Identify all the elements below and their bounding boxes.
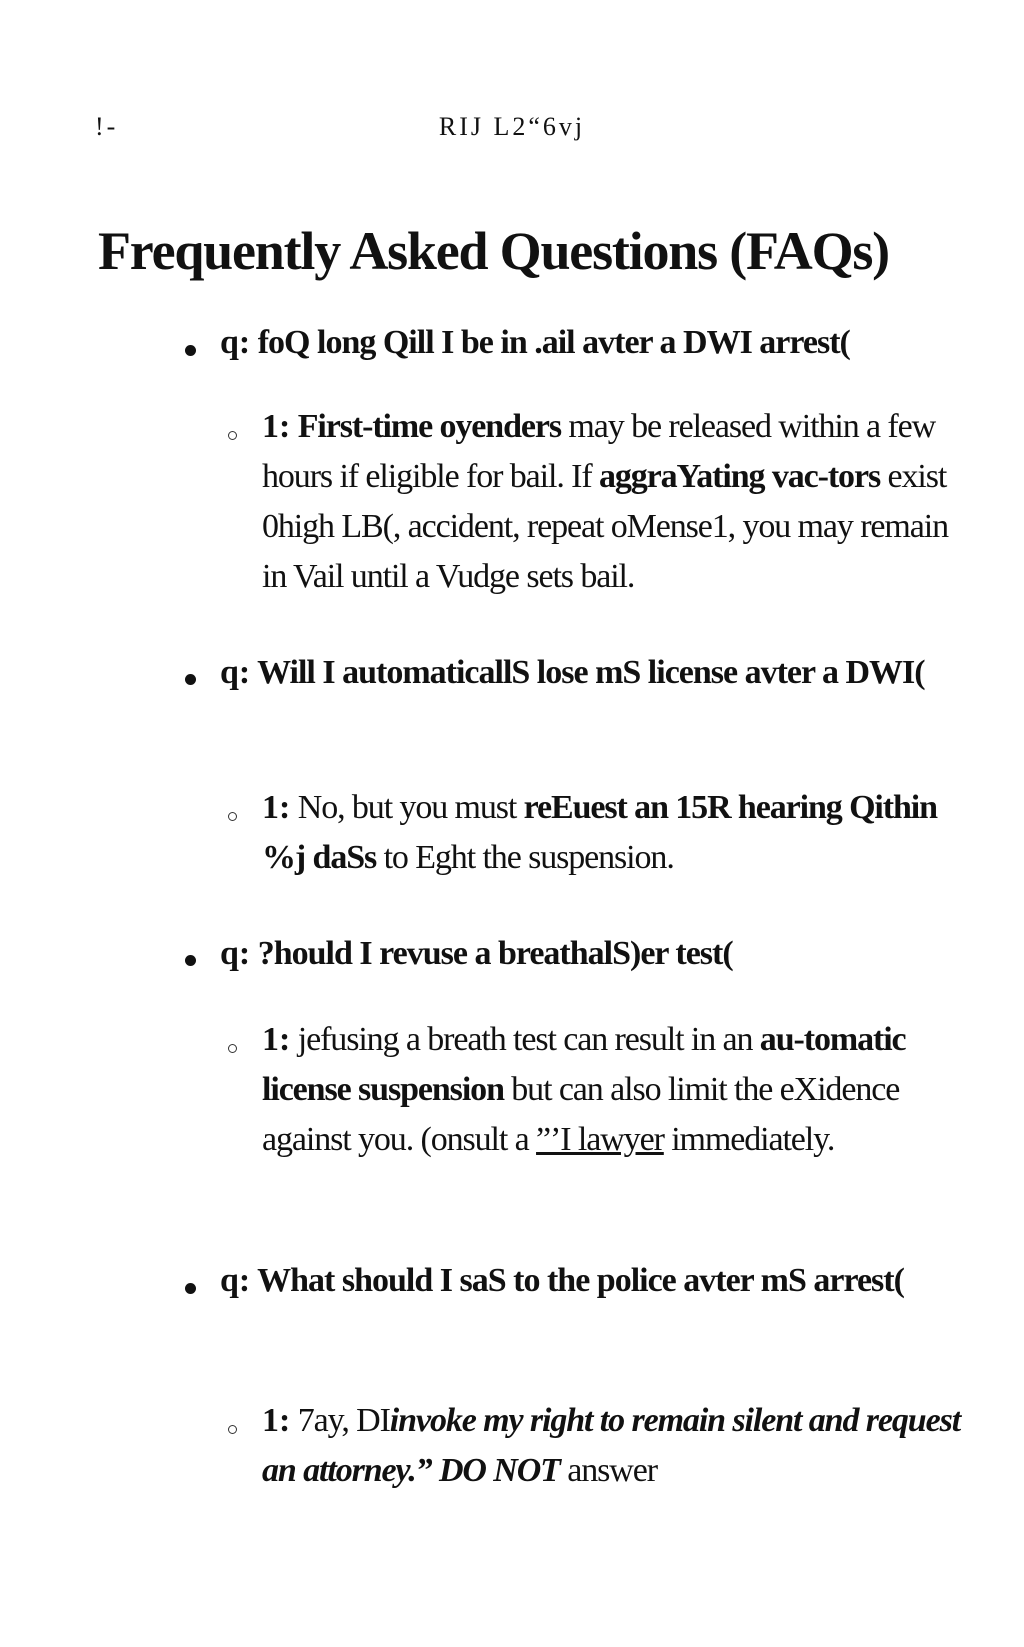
- faq-answer: [262, 402, 977, 602]
- faq-question: [220, 929, 980, 979]
- answer-italic-text: DO NOT: [431, 1452, 560, 1489]
- running-header: [0, 112, 1024, 142]
- answer-prefix: 1:: [262, 408, 291, 445]
- answer-text: 7ay, DI: [297, 1402, 390, 1439]
- answer-bold-text: First-time oyenders: [297, 408, 562, 445]
- question-text: What should I saS to the police avter mS arrest(: [257, 1262, 904, 1299]
- header-left-text: !-: [95, 112, 119, 141]
- faq-answer: [262, 1015, 977, 1165]
- question-text: ?hould I revuse a breathalS)er test(: [257, 935, 733, 972]
- question-prefix: q:: [220, 935, 251, 972]
- question-prefix: q:: [220, 1262, 251, 1299]
- answer-prefix: 1:: [262, 1021, 291, 1058]
- bullet-icon: [185, 345, 196, 356]
- lawyer-link[interactable]: ”’I lawyer: [536, 1121, 664, 1158]
- answer-text: but can also limit the eXidence against you. (onsult a: [262, 1071, 900, 1158]
- sub-bullet-icon: [228, 1425, 237, 1434]
- answer-text: may be released within a few hours if eligible for bail. If: [262, 408, 936, 495]
- answer-text: jefusing a breath test can result in an: [297, 1021, 760, 1058]
- faq-question: [220, 1256, 980, 1306]
- page-title: Frequently Asked Questions (FAQs): [98, 221, 889, 281]
- answer-bold-text: reEuest an 15R hearing Qithin %j daSs: [262, 789, 937, 876]
- answer-prefix: 1:: [262, 789, 291, 826]
- question-text: Will I automaticallS lose mS license avter a DWI(: [257, 654, 925, 691]
- faq-question: [220, 648, 980, 698]
- answer-prefix: 1:: [262, 1402, 291, 1439]
- faq-answer: [262, 1396, 977, 1496]
- sub-bullet-icon: [228, 1044, 237, 1053]
- sub-bullet-icon: [228, 431, 237, 440]
- question-prefix: q:: [220, 654, 251, 691]
- faq-answer: [262, 783, 977, 883]
- answer-text: immediately.: [663, 1121, 835, 1158]
- question-text: foQ long Qill I be in .ail avter a DWI arrest(: [257, 324, 850, 361]
- question-prefix: q:: [220, 324, 251, 361]
- bullet-icon: [185, 674, 196, 685]
- header-center-text: RIJ L2“6vj: [438, 112, 586, 141]
- sub-bullet-icon: [228, 812, 237, 821]
- bullet-icon: [185, 1283, 196, 1294]
- bullet-icon: [185, 955, 196, 966]
- answer-text: to Eght the suspension.: [376, 839, 674, 876]
- answer-bold-text: au-tomatic license suspension: [262, 1021, 906, 1108]
- answer-bold-text: aggraYating vac-tors: [598, 458, 881, 495]
- answer-text: answer: [559, 1452, 657, 1489]
- answer-text: exist 0high LB(, accident, repeat oMense1, you may remain in Vail until a Vudge sets bail.: [262, 458, 948, 595]
- answer-text: No, but you must: [297, 789, 524, 826]
- answer-italic-text: invoke my right to remain silent and request an attorney.”: [262, 1402, 961, 1489]
- faq-question: [220, 318, 980, 368]
